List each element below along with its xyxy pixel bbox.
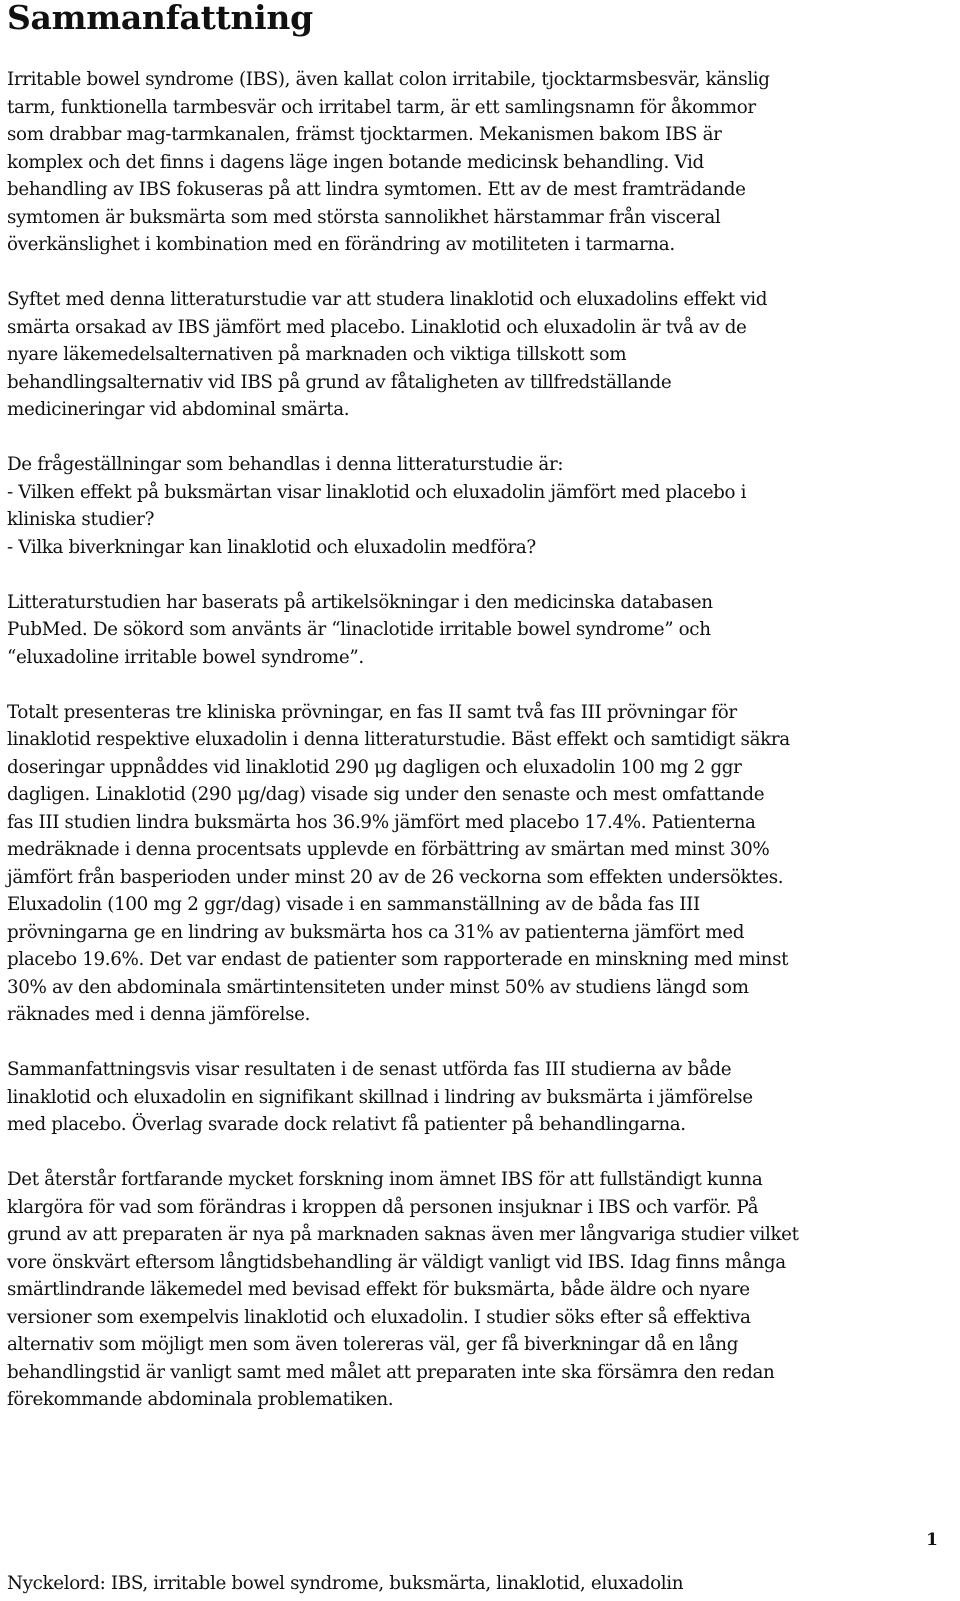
text-line: linaklotid och eluxadolin en signifikant skillnad i lindring av buksmärta i jämförelse bbox=[7, 1086, 753, 1108]
text-line: Eluxadolin (100 mg 2 ggr/dag) visade i en sammanställning av de båda fas III bbox=[7, 894, 700, 915]
text-line: - Vilka biverkningar kan linaklotid och eluxadolin medföra? bbox=[7, 536, 536, 558]
text-line: medicineringar vid abdominal smärta. bbox=[7, 399, 350, 420]
text-line: nyare läkemedelsalternativen på marknaden och viktiga tillskott som bbox=[7, 344, 627, 365]
text-line: alternativ som möjligt men som även tolereras väl, ger få biverkningar då en lång bbox=[7, 1334, 739, 1355]
text-line: dagligen. Linaklotid (290 μg/dag) visade sig under den senaste och mest omfattande bbox=[7, 784, 765, 805]
text-line: med placebo. Överlag svarade dock relativt få patienter på behandlingarna. bbox=[7, 1114, 686, 1135]
text-line: placebo 19.6%. Det var endast de patienter som rapporterade en minskning med minst bbox=[7, 949, 789, 970]
paragraph-intro bbox=[7, 66, 947, 259]
text-line: Sammanfattningsvis visar resultaten i de senast utförda fas III studierna av både bbox=[7, 1059, 732, 1080]
paragraph-outlook bbox=[7, 1166, 947, 1414]
text-line: Det återstår fortfarande mycket forskning inom ämnet IBS för att fullständigt kunna bbox=[7, 1169, 763, 1190]
text-line: PubMed. De sökord som använts är “linaclotide irritable bowel syndrome” och bbox=[7, 619, 711, 640]
text-line: medräknade i denna procentsats upplevde en förbättring av smärtan med minst 30% bbox=[7, 839, 770, 860]
text-line: - Vilken effekt på buksmärtan visar linaklotid och eluxadolin jämfört med placebo i bbox=[7, 481, 747, 503]
text-line: tarm, funktionella tarmbesvär och irritabel tarm, är ett samlingsnamn för åkommor bbox=[7, 96, 756, 118]
text-line: behandlingstid är vanligt samt med målet att preparaten inte ska försämra den redan bbox=[7, 1361, 775, 1383]
text-line: vore önskvärt eftersom långtidsbehandling är väldigt vanligt vid IBS. Idag finns många bbox=[7, 1251, 786, 1273]
page-number: 1 bbox=[926, 1530, 938, 1550]
text-line: komplex och det finns i dagens läge ingen botande medicinsk behandling. Vid bbox=[7, 151, 704, 173]
text-line: Irritable bowel syndrome (IBS), även kallat colon irritabile, tjocktarmsbesvär, känslig bbox=[7, 69, 770, 90]
text-line: behandling av IBS fokuseras på att lindra symtomen. Ett av de mest framträdande bbox=[7, 179, 746, 200]
paragraph-questions bbox=[7, 451, 947, 561]
page-title: Sammanfattning bbox=[7, 0, 313, 37]
text-line: prövningarna ge en lindring av buksmärta hos ca 31% av patienterna jämfört med bbox=[7, 921, 745, 943]
text-line: fas III studien lindra buksmärta hos 36.9% jämfört med placebo 17.4%. Patienterna bbox=[7, 811, 756, 833]
text-line: smärtlindrande läkemedel med bevisad effekt för buksmärta, både äldre och nyare bbox=[7, 1279, 750, 1300]
text-line: behandlingsalternativ vid IBS på grund av fåtaligheten av tillfredställande bbox=[7, 371, 672, 393]
text-line: förekommande abdominala problematiken. bbox=[7, 1389, 394, 1410]
text-line: symtomen är buksmärta som med största sannolikhet härstammar från visceral bbox=[7, 206, 721, 228]
paragraph-results bbox=[7, 699, 947, 1029]
text-line: som drabbar mag-tarmkanalen, främst tjocktarmen. Mekanismen bakom IBS är bbox=[7, 124, 722, 145]
text-line: jämfört från basperioden under minst 20 av de 26 veckorna som effekten undersöktes. bbox=[7, 866, 784, 888]
paragraph-aim bbox=[7, 286, 947, 424]
text-line: linaklotid respektive eluxadolin i denna litteraturstudie. Bäst effekt och samtidigt säkra bbox=[7, 729, 790, 750]
keywords-line: Nyckelord: IBS, irritable bowel syndrome, buksmärta, linaklotid, eluxadolin bbox=[7, 1573, 684, 1594]
text-line: “eluxadoline irritable bowel syndrome”. bbox=[7, 646, 364, 668]
text-line: Litteraturstudien har baserats på artikelsökningar i den medicinska databasen bbox=[7, 591, 713, 613]
text-line: Totalt presenteras tre kliniska prövningar, en fas II samt två fas III prövningar för bbox=[7, 701, 737, 723]
text-line: klargöra för vad som förändras i kroppen då personen insjuknar i IBS och varför. På bbox=[7, 1196, 759, 1218]
text-line: Syftet med denna litteraturstudie var att studera linaklotid och eluxadolins effekt vid bbox=[7, 289, 768, 310]
abstract-body bbox=[7, 66, 947, 1441]
paragraph-method bbox=[7, 589, 947, 672]
text-line: räknades med i denna jämförelse. bbox=[7, 1004, 311, 1025]
text-line: grund av att preparaten är nya på marknaden saknas även mer långvariga studier vilket bbox=[7, 1224, 799, 1245]
text-line: överkänslighet i kombination med en förändring av motiliteten i tarmarna. bbox=[7, 234, 675, 255]
text-line: smärta orsakad av IBS jämfört med placebo. Linaklotid och eluxadolin är två av de bbox=[7, 316, 747, 338]
text-line: doseringar uppnåddes vid linaklotid 290 μg dagligen och eluxadolin 100 mg 2 ggr bbox=[7, 756, 742, 778]
paragraph-summary bbox=[7, 1056, 947, 1139]
text-line: kliniska studier? bbox=[7, 509, 155, 530]
text-line: versioner som exempelvis linaklotid och eluxadolin. I studier söks efter så effektiva bbox=[7, 1306, 751, 1328]
text-line: 30% av den abdominala smärtintensiteten under minst 50% av studiens längd som bbox=[7, 976, 749, 998]
text-line: De frågeställningar som behandlas i denna litteraturstudie är: bbox=[7, 454, 564, 475]
